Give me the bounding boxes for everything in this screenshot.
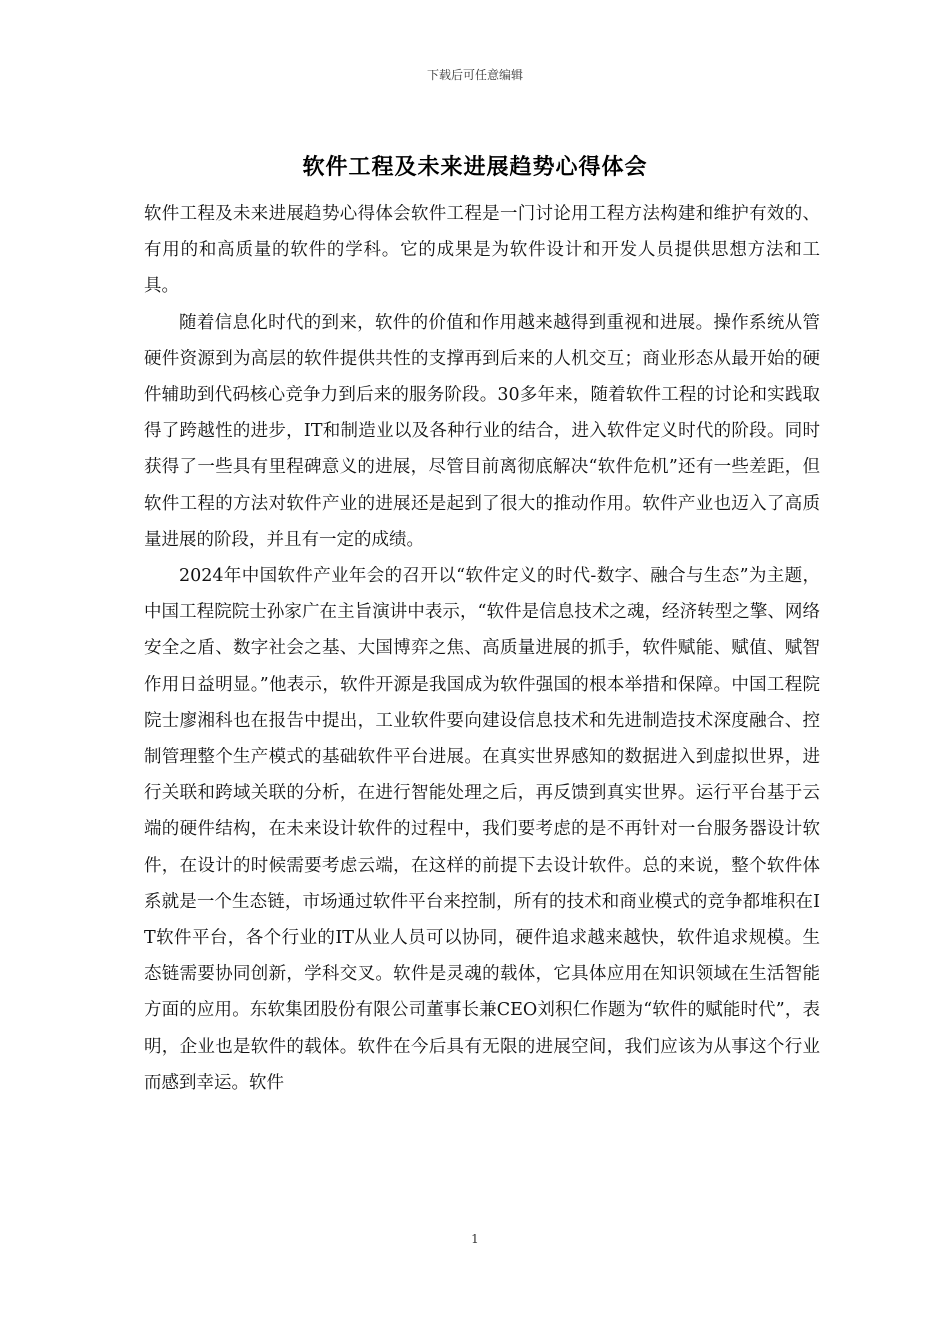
document-title: 软件工程及未来进展趋势心得体会 bbox=[302, 155, 648, 180]
page-header: 下载后可任意编辑 bbox=[426, 68, 523, 82]
page-number: 1 bbox=[471, 1232, 479, 1246]
paragraph-3: 2024年中国软件产业年会的召开以“软件定义的时代-数字、融合与生态”为主题，中国工程院院士孙家广在主旨演讲中表示，“软件是信息技术之魂，经济转型之擎、网络安全之盾、数字社会之基、大国博弈之焦、高质量进展的抓手，软件赋能、赋值、赋智作用日益明显。”他表示，软件开源是我国成为软件强国的根本举措和保障。中国工程院院士廖湘科也在报告中提出，工业软件要向建设信息技术和先进制造技术深度融合、控制管理整个生产模式的基础软件平台进展。在真实世界感知的数据进入到虚拟世界，进行关联和跨域关联的分析，在进行智能处理之后，再反馈到真实世界。运行平台基于云端的硬件结构，在未来设计软件的过程中，我们要考虑的是不再针对一台服务器设计软件，在设计的时候需要考虑云端，在这样的前提下去设计软件。总的来说，整个软件体系就是一个生态链，市场通过软件平台来控制，所有的技术和商业模式的竞争都堆积在IT软件平台，各个行业的IT从业人员可以协同，硬件追求越来越快，软件追求规模。生态链需要协同创新，学科交叉。软件是灵魂的载体，它具体应用在知识领域在生活智能方面的应用。东软集团股份有限公司董事长兼CEO刘积仁作题为“软件的赋能时代”，表明，企业也是软件的载体。软件在今后具有无限的进展空间，我们应该为从事这个行业而感到幸运。软件 bbox=[144, 566, 820, 1093]
paragraph-2: 随着信息化时代的到来，软件的价值和作用越来越得到重视和进展。操作系统从管硬件资源到为高层的软件提供共性的支撑再到后来的人机交互；商业形态从最开始的硬件辅助到代码核心竞争力到后来的服务阶段。30多年来，随着软件工程的讨论和实践取得了跨越性的进步，IT和制造业以及各种行业的结合，进入软件定义时代的阶段。同时获得了一些具有里程碑意义的进展，尽管目前离彻底解决“软件危机”还有一些差距，但软件工程的方法对软件产业的进展还是起到了很大的推动作用。软件产业也迈入了高质量进展的阶段，并且有一定的成绩。 bbox=[144, 312, 820, 550]
paragraph-1: 软件工程及未来进展趋势心得体会软件工程是一门讨论用工程方法构建和维护有效的、有用的和高质量的软件的学科。它的成果是为软件设计和开发人员提供思想方法和工具。 bbox=[144, 204, 820, 297]
document-body bbox=[144, 196, 820, 1101]
